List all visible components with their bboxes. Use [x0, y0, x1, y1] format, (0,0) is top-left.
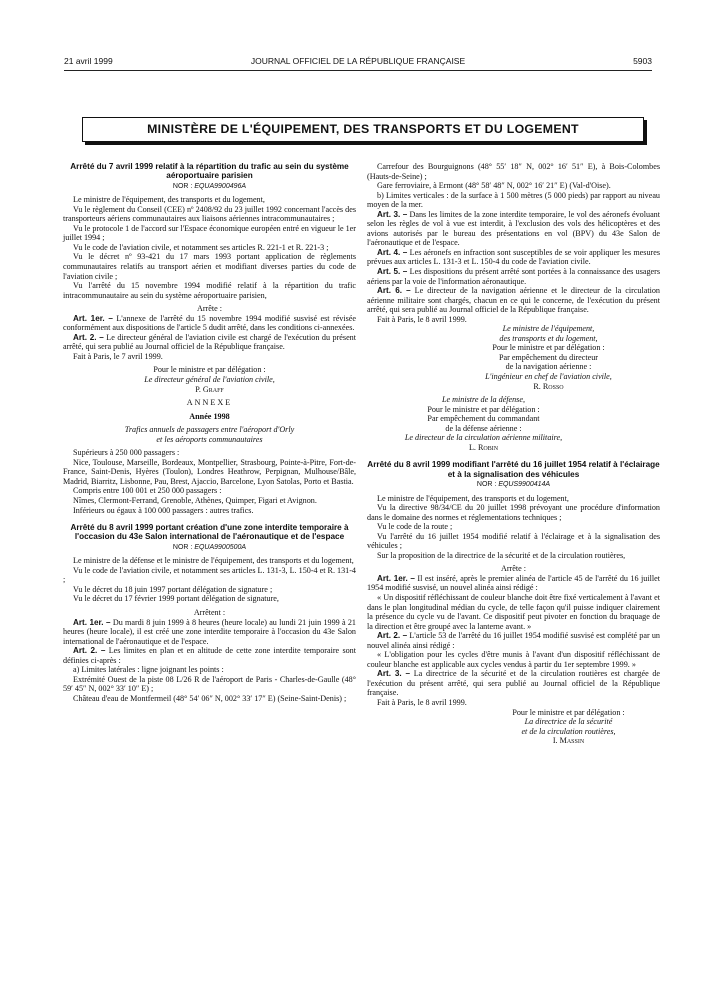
fait-a-paris: Fait à Paris, le 8 avril 1999. — [377, 314, 467, 324]
signature-line: Le directeur de la circulation aérienne militaire, — [404, 433, 563, 443]
paragraph: Vu le décret du 17 février 1999 portant délégation de signature, — [73, 594, 279, 604]
point: Carrefour des Bourguignons (48° 55′ 18″ N, 002° 16′ 51″ E), à Bois-Colombes (Hauts-de-Seine) ; — [367, 162, 660, 181]
journal-title: JOURNAL OFFICIEL DE LA RÉPUBLIQUE FRANÇAISE — [250, 56, 466, 66]
signatory-name: L. Robin — [468, 442, 499, 452]
ministry-banner — [82, 117, 644, 142]
article-4: Art. 4. – Les aéronefs en infraction sont susceptibles de se voir appliquer les mesures prévues aux articles L. 131-3 et L. 150-4 du code de l'aviation civile. — [367, 247, 660, 267]
nor-1: NOR : EQUA9900496A — [172, 182, 247, 190]
arrete-label: Arrête : — [500, 564, 527, 574]
paragraph: Vu le code de la route ; — [377, 522, 453, 532]
traffic-band-list: Nice, Toulouse, Marseille, Bordeaux, Montpellier, Strasbourg, Pointe-à-Pitre, Fort-de-France, Saint-Denis, Hyères (Toulon), Londres Heathrow, Perpignan, Mulhouse/Bâle, Madrid, Biarritz, Lisbonne, Pau, Brest, Ajaccio, Barcelone, Lyon Satolas, Porto et Bastia. — [63, 457, 356, 486]
vertical-limits: b) Limites verticales : de la surface à 1 500 mètres (5 000 pieds) par rapport au niveau moyen de la mer. — [367, 190, 660, 210]
signature-line: L'ingénieur en chef de l'aviation civile, — [485, 372, 612, 382]
annexe-subtitle: Trafics annuels de passagers entre l'aéroport d'Orly — [124, 425, 295, 435]
ministry-title: MINISTÈRE DE L'ÉQUIPEMENT, DES TRANSPORTS ET DU LOGEMENT — [147, 122, 579, 136]
quoted-text: « L'obligation pour les cycles d'être munis à l'avant d'un dispositif réfléchissant de couleur blanche est applicable aux cycles vendus à partir du 1er septembre 1999. » — [367, 650, 660, 669]
traffic-band-label: Inférieurs ou égaux à 100 000 passagers : autres trafics. — [73, 505, 254, 515]
nor-2: NOR : EQUA9900500A — [172, 543, 247, 551]
article-5: Art. 5. – Les dispositions du présent arrêté sont portées à la connaissance des usagers aériens par la voie de l'information aéronautique. — [367, 267, 660, 286]
article-1: Art. 1er. – L'annexe de l'arrêté du 15 novembre 1994 modifié susvisé est révisée conformément aux dispositions de l'article 5 dudit arrêté, dans les conditions ci-annexées. — [63, 313, 356, 333]
signature-line: Par empêchement du commandant — [427, 414, 540, 424]
article-2: Art. 2. – Le directeur général de l'aviation civile est chargé de l'exécution du présent arrêté, qui sera publié au Journal officiel de la République française. — [63, 332, 357, 352]
point: Gare ferroviaire, à Ermont (48° 58′ 48″ N, 002° 16′ 21″ E) (Val-d'Oise). — [377, 181, 611, 191]
paragraph: Vu le décret du 18 juin 1997 portant délégation de signature ; — [73, 584, 273, 594]
signatory-name: P. Graff — [195, 384, 224, 394]
signature-line: de la navigation aérienne : — [505, 362, 592, 372]
right-column — [367, 162, 660, 746]
paragraph: Vu l'arrêté du 15 novembre 1994 modifié relatif à la répartition du trafic intracommunautaire au sein du système aéroportuaire parisien, — [63, 281, 356, 300]
page-header — [64, 56, 652, 68]
traffic-band-label: Supérieurs à 250 000 passagers : — [73, 448, 180, 458]
signature-line: Pour le ministre et par délégation : — [427, 404, 540, 414]
article-1: Art. 1er. – Du mardi 8 juin 1999 à 8 heures (heure locale) au lundi 21 juin 1999 à 21 heures (heure locale), il est créé une zone interdite temporaire à l'occasion du 43e Salon international de l'aéronautique et de l'espace. — [63, 617, 356, 646]
article-1: Art. 1er. – Il est inséré, après le premier alinéa de l'article 45 de l'arrêté du 16 juillet 1954 modifié susvisé, un nouvel alinéa ainsi rédigé : — [367, 573, 660, 593]
paragraph: Vu le code de l'aviation civile, et notamment ses articles R. 221-1 et R. 221-3 ; — [73, 242, 329, 252]
decree-title-2: Arrêté du 8 avril 1999 portant création d'une zone interdite temporaire à l'occasion du 43e Salon international de l'aéronautique et de l'espace — [70, 523, 349, 542]
signature-line: Le directeur général de l'aviation civile, — [144, 374, 275, 384]
decree-title-3: Arrêté du 8 avril 1999 modifiant l'arrêté du 16 juillet 1954 relatif à l'éclairage et à la signalisation des véhicules — [367, 460, 660, 479]
annexe-year: Année 1998 — [189, 411, 230, 421]
signature-line: Pour le ministre et par délégation : — [512, 707, 625, 717]
paragraph: Vu le protocole 1 de l'accord sur l'Espace économique européen entré en vigueur le 1er juillet 1994 ; — [63, 223, 356, 243]
traffic-band-list: Nîmes, Clermont-Ferrand, Grenoble, Athènes, Quimper, Figari et Avignon. — [73, 496, 317, 505]
paragraph: Sur la proposition de la directrice de la sécurité et de la circulation routières, — [377, 550, 626, 560]
article-2: Art. 2. – L'article 53 de l'arrêté du 16 juillet 1954 modifié susvisé est complété par un nouvel alinéa ainsi rédigé : — [367, 631, 660, 650]
paragraph: Vu l'arrêté du 16 juillet 1954 modifié relatif à l'éclairage et à la signalisation des véhicules ; — [367, 531, 660, 551]
arretent-label: Arrêtent : — [193, 607, 226, 617]
paragraph: Le ministre de l'équipement, des transports et du logement, — [377, 493, 569, 503]
paragraph: Vu la directive 98/34/CE du 20 juillet 1998 prévoyant une procédure d'information dans le domaine des normes et réglementations techniques ; — [367, 503, 660, 522]
decree-title-1: Arrêté du 7 avril 1999 relatif à la répartition du trafic au sein du système aéroportuaire parisien — [70, 162, 349, 181]
article-2: Art. 2. – Les limites en plan et en altitude de cette zone interdite temporaire sont définies ci-après : — [63, 646, 356, 665]
paragraph: Vu le code de l'aviation civile, et notamment ses articles L. 131-3, L. 150-4 et R. 131-4 ; — [63, 565, 356, 585]
signature-line: Le ministre de l'équipement, — [502, 324, 595, 334]
arrete-label: Arrête : — [196, 304, 223, 314]
fait-a-paris: Fait à Paris, le 7 avril 1999. — [73, 351, 163, 361]
fait-a-paris: Fait à Paris, le 8 avril 1999. — [377, 698, 467, 708]
nor-3: NOR : EQUS9900414A — [476, 481, 551, 488]
article-3: Art. 3. – Dans les limites de la zone interdite temporaire, le vol des aéronefs évoluant selon les règles de vol à vue est interdit, à l'exclusion des vols des hélicoptères et des avions autorisés par le bureau des présentations en vol (BPV) du 43e Salon de l'aéronautique et de l'espace. — [367, 209, 660, 248]
signature-line: Pour le ministre et par délégation : — [492, 343, 605, 353]
signature-line: de la défense aérienne : — [445, 423, 522, 433]
page-number: 5903 — [633, 56, 652, 66]
issue-date: 21 avril 1999 — [64, 56, 113, 66]
signatory-name: I. Massin — [552, 736, 585, 746]
paragraph: Le ministre de l'équipement, des transports et du logement, — [73, 195, 265, 205]
quoted-text: « Un dispositif réfléchissant de couleur blanche doit être fixé verticalement à l'avant et dans le plan longitudinal médian du cycle, de telle façon qu'il puisse indiquer clairement la présence du cycle vu de l'avant. Ce dispositif peut pivoter en fonction du braquage de la direction et être groupé avec la lanterne avant. » — [367, 593, 660, 631]
signature-line: et de la circulation routières, — [521, 726, 616, 736]
point: Extrémité Ouest de la piste 08 L/26 R de l'aéroport de Paris - Charles-de-Gaulle (48° 59′ 45″ N, 002° 33′ 10″ E) ; — [63, 674, 356, 694]
point: Château d'eau de Montfermeil (48° 54′ 06″ N, 002° 33′ 17″ E) (Seine-Saint-Denis) ; — [73, 693, 347, 703]
article-6: Art. 6. – Le directeur de la navigation aérienne et le directeur de la circulation aérienne militaire sont chargés, chacun en ce qui le concerne, de l'exécution du présent arrêté, qui sera publié au Journal officiel de la République française. — [367, 286, 660, 315]
annexe-title: ANNEXE — [186, 398, 233, 408]
signature-line: Le ministre de la défense, — [442, 395, 525, 405]
article-3: Art. 3. – La directrice de la sécurité et de la circulation routières est chargée de l'exécution du présent arrêté, qui sera publié au Journal officiel de la République française. — [367, 669, 660, 698]
paragraph: Vu le règlement du Conseil (CEE) nº 2408/92 du 23 juillet 1992 concernant l'accès des transporteurs aériens communautaires aux liaisons aériennes intracommunautaires ; — [63, 204, 356, 224]
signature-line: Pour le ministre et par délégation : — [153, 365, 266, 375]
paragraph: Le ministre de la défense et le ministre de l'équipement, des transports et du logement, — [73, 556, 354, 566]
signature-line: des transports et du logement, — [499, 333, 598, 343]
signature-line: Par empêchement du directeur — [498, 352, 599, 362]
lateral-limits: a) Limites latérales : ligne joignant les points : — [73, 665, 224, 675]
traffic-band-label: Compris entre 100 001 et 250 000 passagers : — [73, 486, 222, 496]
signatory-name: R. Rosso — [533, 381, 564, 391]
paragraph: Vu le décret nº 93-421 du 17 mars 1993 portant application de règlements communautaires relatifs au transport aérien et modifiant diverses parties du code de l'aviation civile ; — [63, 252, 356, 281]
left-column — [63, 162, 356, 703]
header-rule — [64, 70, 652, 71]
annexe-subtitle: et les aéroports communautaires — [156, 434, 263, 444]
signature-line: La directrice de la sécurité — [524, 717, 613, 727]
